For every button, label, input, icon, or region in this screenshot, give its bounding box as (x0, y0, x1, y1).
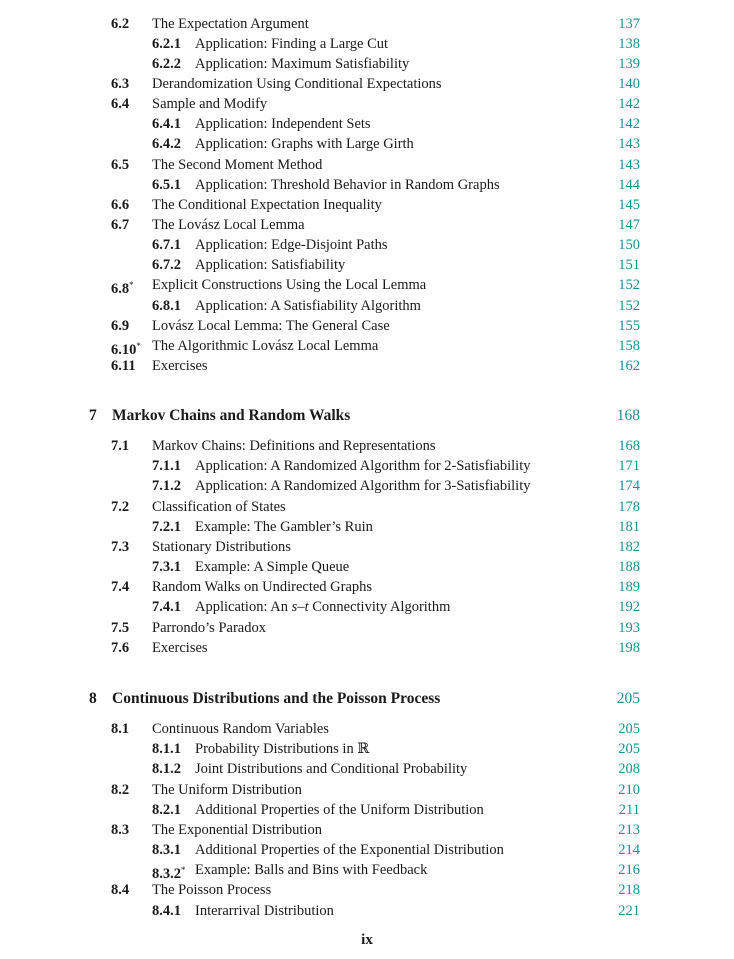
toc-entry-page[interactable]: 192 (618, 599, 640, 615)
toc-entry-number: 7.5 (111, 620, 130, 636)
toc-entry-page[interactable]: 214 (618, 842, 640, 858)
toc-entry-sec[interactable] (0, 618, 734, 638)
toc-entry-sub[interactable] (0, 517, 734, 537)
toc-entry-title: Stationary Distributions (152, 539, 291, 555)
toc-entry-number: 8.3 (111, 822, 130, 838)
toc-entry-sub[interactable] (0, 134, 734, 154)
toc-entry-number: 6.2.1 (152, 36, 181, 52)
toc-entry-sub[interactable] (0, 597, 734, 617)
toc-entry-sec[interactable] (0, 74, 734, 94)
toc-entry-page[interactable]: 205 (618, 721, 640, 737)
toc-entry-sec[interactable] (0, 820, 734, 840)
toc-entry-page[interactable]: 144 (618, 177, 640, 193)
toc-entry-title: Application: Graphs with Large Girth (195, 136, 414, 152)
toc-entry-sec[interactable] (0, 436, 734, 456)
toc-entry-title: The Conditional Expectation Inequality (152, 197, 382, 213)
toc-entry-title: Application: Threshold Behavior in Random Graphs (195, 177, 500, 193)
toc-entry-sub[interactable] (0, 235, 734, 255)
toc-entry-sec[interactable] (0, 719, 734, 739)
toc-entry-title: Application: Satisfiability (195, 257, 346, 273)
toc-entry-sub[interactable] (0, 456, 734, 476)
toc-entry-sub[interactable] (0, 175, 734, 195)
toc-entry-page[interactable]: 147 (618, 217, 640, 233)
toc-entry-sec[interactable] (0, 336, 734, 356)
toc-entry-number: 6.7.2 (152, 257, 181, 273)
toc-entry-page[interactable]: 213 (618, 822, 640, 838)
toc-entry-sec[interactable] (0, 880, 734, 900)
toc-entry-page[interactable]: 178 (618, 499, 640, 515)
toc-entry-number: 8 (89, 690, 97, 707)
toc-entry-title: Application: A Randomized Algorithm for 3-Satisfiability (195, 478, 531, 494)
toc-entry-sub[interactable] (0, 800, 734, 820)
toc-entry-page[interactable]: 205 (618, 741, 640, 757)
toc-entry-page[interactable]: 139 (618, 56, 640, 72)
toc-entry-number: 7 (89, 407, 97, 424)
toc-entry-page[interactable]: 211 (618, 802, 640, 818)
toc-entry-title: Application: Finding a Large Cut (195, 36, 389, 52)
toc-entry-page[interactable]: 208 (618, 761, 640, 777)
toc-entry-number: 8.3.2* (152, 865, 186, 882)
toc-entry-number: 8.3.1 (152, 842, 181, 858)
toc-entry-page[interactable]: 189 (618, 579, 640, 595)
toc-entry-number: 8.4 (111, 882, 130, 898)
toc-entry-sub[interactable] (0, 114, 734, 134)
toc-entry-title: Example: The Gambler’s Ruin (195, 519, 373, 535)
toc-entry-page[interactable]: 198 (618, 640, 640, 656)
toc-entry-title: Example: A Simple Queue (195, 559, 350, 575)
toc-entry-title: Application: An s–t Connectivity Algorithm (195, 599, 451, 615)
toc-entry-page[interactable]: 155 (618, 318, 640, 334)
toc-entry-page[interactable]: 152 (618, 298, 640, 314)
toc-entry-title: The Algorithmic Lovász Local Lemma (152, 338, 379, 354)
toc-entry-number: 6.3 (111, 76, 130, 92)
toc-entry-page[interactable]: 210 (618, 782, 640, 798)
toc-entry-title: Application: A Randomized Algorithm for 2-Satisfiability (195, 458, 531, 474)
toc-entry-title: Explicit Constructions Using the Local Lemma (152, 277, 427, 293)
toc-entry-number: 6.2 (111, 16, 130, 32)
toc-entry-page[interactable]: 138 (618, 36, 640, 52)
toc-entry-page[interactable]: 221 (618, 903, 640, 919)
starred-marker: * (136, 341, 141, 351)
toc-entry-sub[interactable] (0, 296, 734, 316)
toc-entry-title: Sample and Modify (152, 96, 268, 112)
toc-entry-title: Interarrival Distribution (195, 903, 334, 919)
toc-entry-sec[interactable] (0, 638, 734, 658)
toc-entry-title: Probability Distributions in ℝ (195, 741, 370, 757)
toc-entry-sec[interactable] (0, 155, 734, 175)
toc-entry-title: Markov Chains and Random Walks (112, 407, 351, 424)
toc-entry-sec[interactable] (0, 14, 734, 34)
toc-entry-page[interactable]: 205 (616, 690, 640, 707)
toc-entry-chap[interactable] (0, 689, 734, 709)
toc-entry-page[interactable]: 137 (618, 16, 640, 32)
toc-entry-number: 8.2 (111, 782, 130, 798)
toc-entry-number: 6.5 (111, 157, 130, 173)
starred-marker: * (129, 280, 134, 290)
toc-entry-sub[interactable] (0, 255, 734, 275)
toc-entry-title: Continuous Random Variables (152, 721, 329, 737)
toc-entry-title: The Exponential Distribution (152, 822, 322, 838)
toc-entry-title: Random Walks on Undirected Graphs (152, 579, 373, 595)
toc-entry-number: 6.10* (111, 341, 141, 358)
toc-entry-sub[interactable] (0, 54, 734, 74)
toc-entry-page[interactable]: 152 (618, 277, 640, 293)
toc-entry-title: Classification of States (152, 499, 286, 515)
toc-entry-page[interactable]: 140 (618, 76, 640, 92)
page-folio: ix (361, 932, 373, 948)
toc-entry-sec[interactable] (0, 577, 734, 597)
toc-entry-number: 8.2.1 (152, 802, 181, 818)
toc-entry-sub[interactable] (0, 840, 734, 860)
toc-entry-sec[interactable] (0, 215, 734, 235)
toc-entry-page[interactable]: 218 (618, 882, 640, 898)
toc-entry-title: Example: Balls and Bins with Feedback (195, 862, 428, 878)
toc-entry-title: Parrondo’s Paradox (152, 620, 266, 636)
toc-entry-title: Exercises (152, 640, 208, 656)
toc-entry-title: Joint Distributions and Conditional Probability (195, 761, 468, 777)
starred-marker: * (181, 865, 186, 875)
toc-entry-title: Application: Edge-Disjoint Paths (195, 237, 388, 253)
toc-entry-page[interactable]: 171 (618, 458, 640, 474)
toc-entry-page[interactable]: 216 (618, 862, 640, 878)
toc-entry-page[interactable]: 158 (618, 338, 640, 354)
toc-entry-page[interactable]: 193 (618, 620, 640, 636)
toc-entry-number: 7.4 (111, 579, 130, 595)
toc-entry-number: 7.1.2 (152, 478, 181, 494)
toc-entry-page[interactable]: 188 (618, 559, 640, 575)
toc-entry-page[interactable]: 182 (618, 539, 640, 555)
toc-entry-page[interactable]: 168 (618, 438, 640, 454)
toc-entry-number: 6.2.2 (152, 56, 181, 72)
toc-entry-title: Markov Chains: Definitions and Representations (152, 438, 436, 454)
toc-entry-number: 6.8* (111, 280, 134, 297)
toc-entry-number: 7.2.1 (152, 519, 181, 535)
toc-entry-number: 7.3 (111, 539, 130, 555)
toc-entry-page[interactable]: 168 (616, 407, 640, 424)
toc-entry-number: 7.1.1 (152, 458, 181, 474)
toc-entry-sec[interactable] (0, 497, 734, 517)
toc-entry-title: Application: Independent Sets (195, 116, 371, 132)
toc-entry-page[interactable]: 142 (618, 116, 640, 132)
toc-entry-sub[interactable] (0, 739, 734, 759)
toc-entry-title: Exercises (152, 358, 208, 374)
toc-entry-title: Derandomization Using Conditional Expectations (152, 76, 442, 92)
toc-entry-number: 6.8.1 (152, 298, 181, 314)
toc-entry-number: 7.4.1 (152, 599, 181, 615)
toc-entry-sub[interactable] (0, 476, 734, 496)
toc-entry-chap[interactable] (0, 406, 734, 426)
toc-entry-title: Application: A Satisfiability Algorithm (195, 298, 421, 314)
toc-entry-page[interactable]: 143 (618, 157, 640, 173)
toc-entry-title: Application: Maximum Satisfiability (195, 56, 410, 72)
toc-entry-number: 8.1 (111, 721, 130, 737)
toc-entry-number: 6.6 (111, 197, 130, 213)
toc-entry-sec[interactable] (0, 94, 734, 114)
toc-entry-number: 6.9 (111, 318, 130, 334)
toc-entry-sub[interactable] (0, 759, 734, 779)
toc-entry-number: 7.2 (111, 499, 130, 515)
toc-entry-title: The Expectation Argument (152, 16, 309, 32)
toc-entry-title: The Poisson Process (152, 882, 272, 898)
toc-entry-title: Additional Properties of the Uniform Distribution (195, 802, 484, 818)
toc-entry-number: 6.4.2 (152, 136, 181, 152)
toc-entry-page[interactable]: 174 (618, 478, 640, 494)
toc-entry-number: 8.1.2 (152, 761, 181, 777)
toc-entry-sec[interactable] (0, 195, 734, 215)
toc-entry-page[interactable]: 142 (618, 96, 640, 112)
toc-entry-sub[interactable] (0, 860, 734, 880)
toc-entry-page[interactable]: 150 (618, 237, 640, 253)
toc-entry-sub[interactable] (0, 901, 734, 921)
toc-entry-page[interactable]: 162 (618, 358, 640, 374)
toc-entry-number: 6.11 (111, 358, 136, 374)
toc-entry-sec[interactable] (0, 356, 734, 376)
toc-entry-page[interactable]: 151 (618, 257, 640, 273)
toc-entry-page[interactable]: 181 (618, 519, 640, 535)
toc-entry-title: The Lovász Local Lemma (152, 217, 305, 233)
toc-entry-sub[interactable] (0, 34, 734, 54)
toc-entry-number: 6.5.1 (152, 177, 181, 193)
toc-entry-number: 8.4.1 (152, 903, 181, 919)
toc-entry-page[interactable]: 145 (618, 197, 640, 213)
toc-entry-sec[interactable] (0, 316, 734, 336)
toc-entry-sub[interactable] (0, 557, 734, 577)
toc-entry-sec[interactable] (0, 275, 734, 295)
toc-entry-title: Continuous Distributions and the Poisson Process (112, 690, 441, 707)
toc-entry-number: 6.4.1 (152, 116, 181, 132)
toc-entry-page[interactable]: 143 (618, 136, 640, 152)
toc-entry-number: 6.7.1 (152, 237, 181, 253)
toc-entry-title: Additional Properties of the Exponential Distribution (195, 842, 504, 858)
toc-entry-number: 7.6 (111, 640, 130, 656)
toc-entry-sec[interactable] (0, 780, 734, 800)
toc-entry-number: 8.1.1 (152, 741, 181, 757)
toc-entry-title: The Uniform Distribution (152, 782, 302, 798)
toc-entry-title: Lovász Local Lemma: The General Case (152, 318, 390, 334)
toc-entry-number: 7.3.1 (152, 559, 181, 575)
toc-entry-sec[interactable] (0, 537, 734, 557)
toc-entry-number: 7.1 (111, 438, 130, 454)
toc-entry-number: 6.7 (111, 217, 130, 233)
toc-entry-title: The Second Moment Method (152, 157, 323, 173)
toc-entry-number: 6.4 (111, 96, 130, 112)
